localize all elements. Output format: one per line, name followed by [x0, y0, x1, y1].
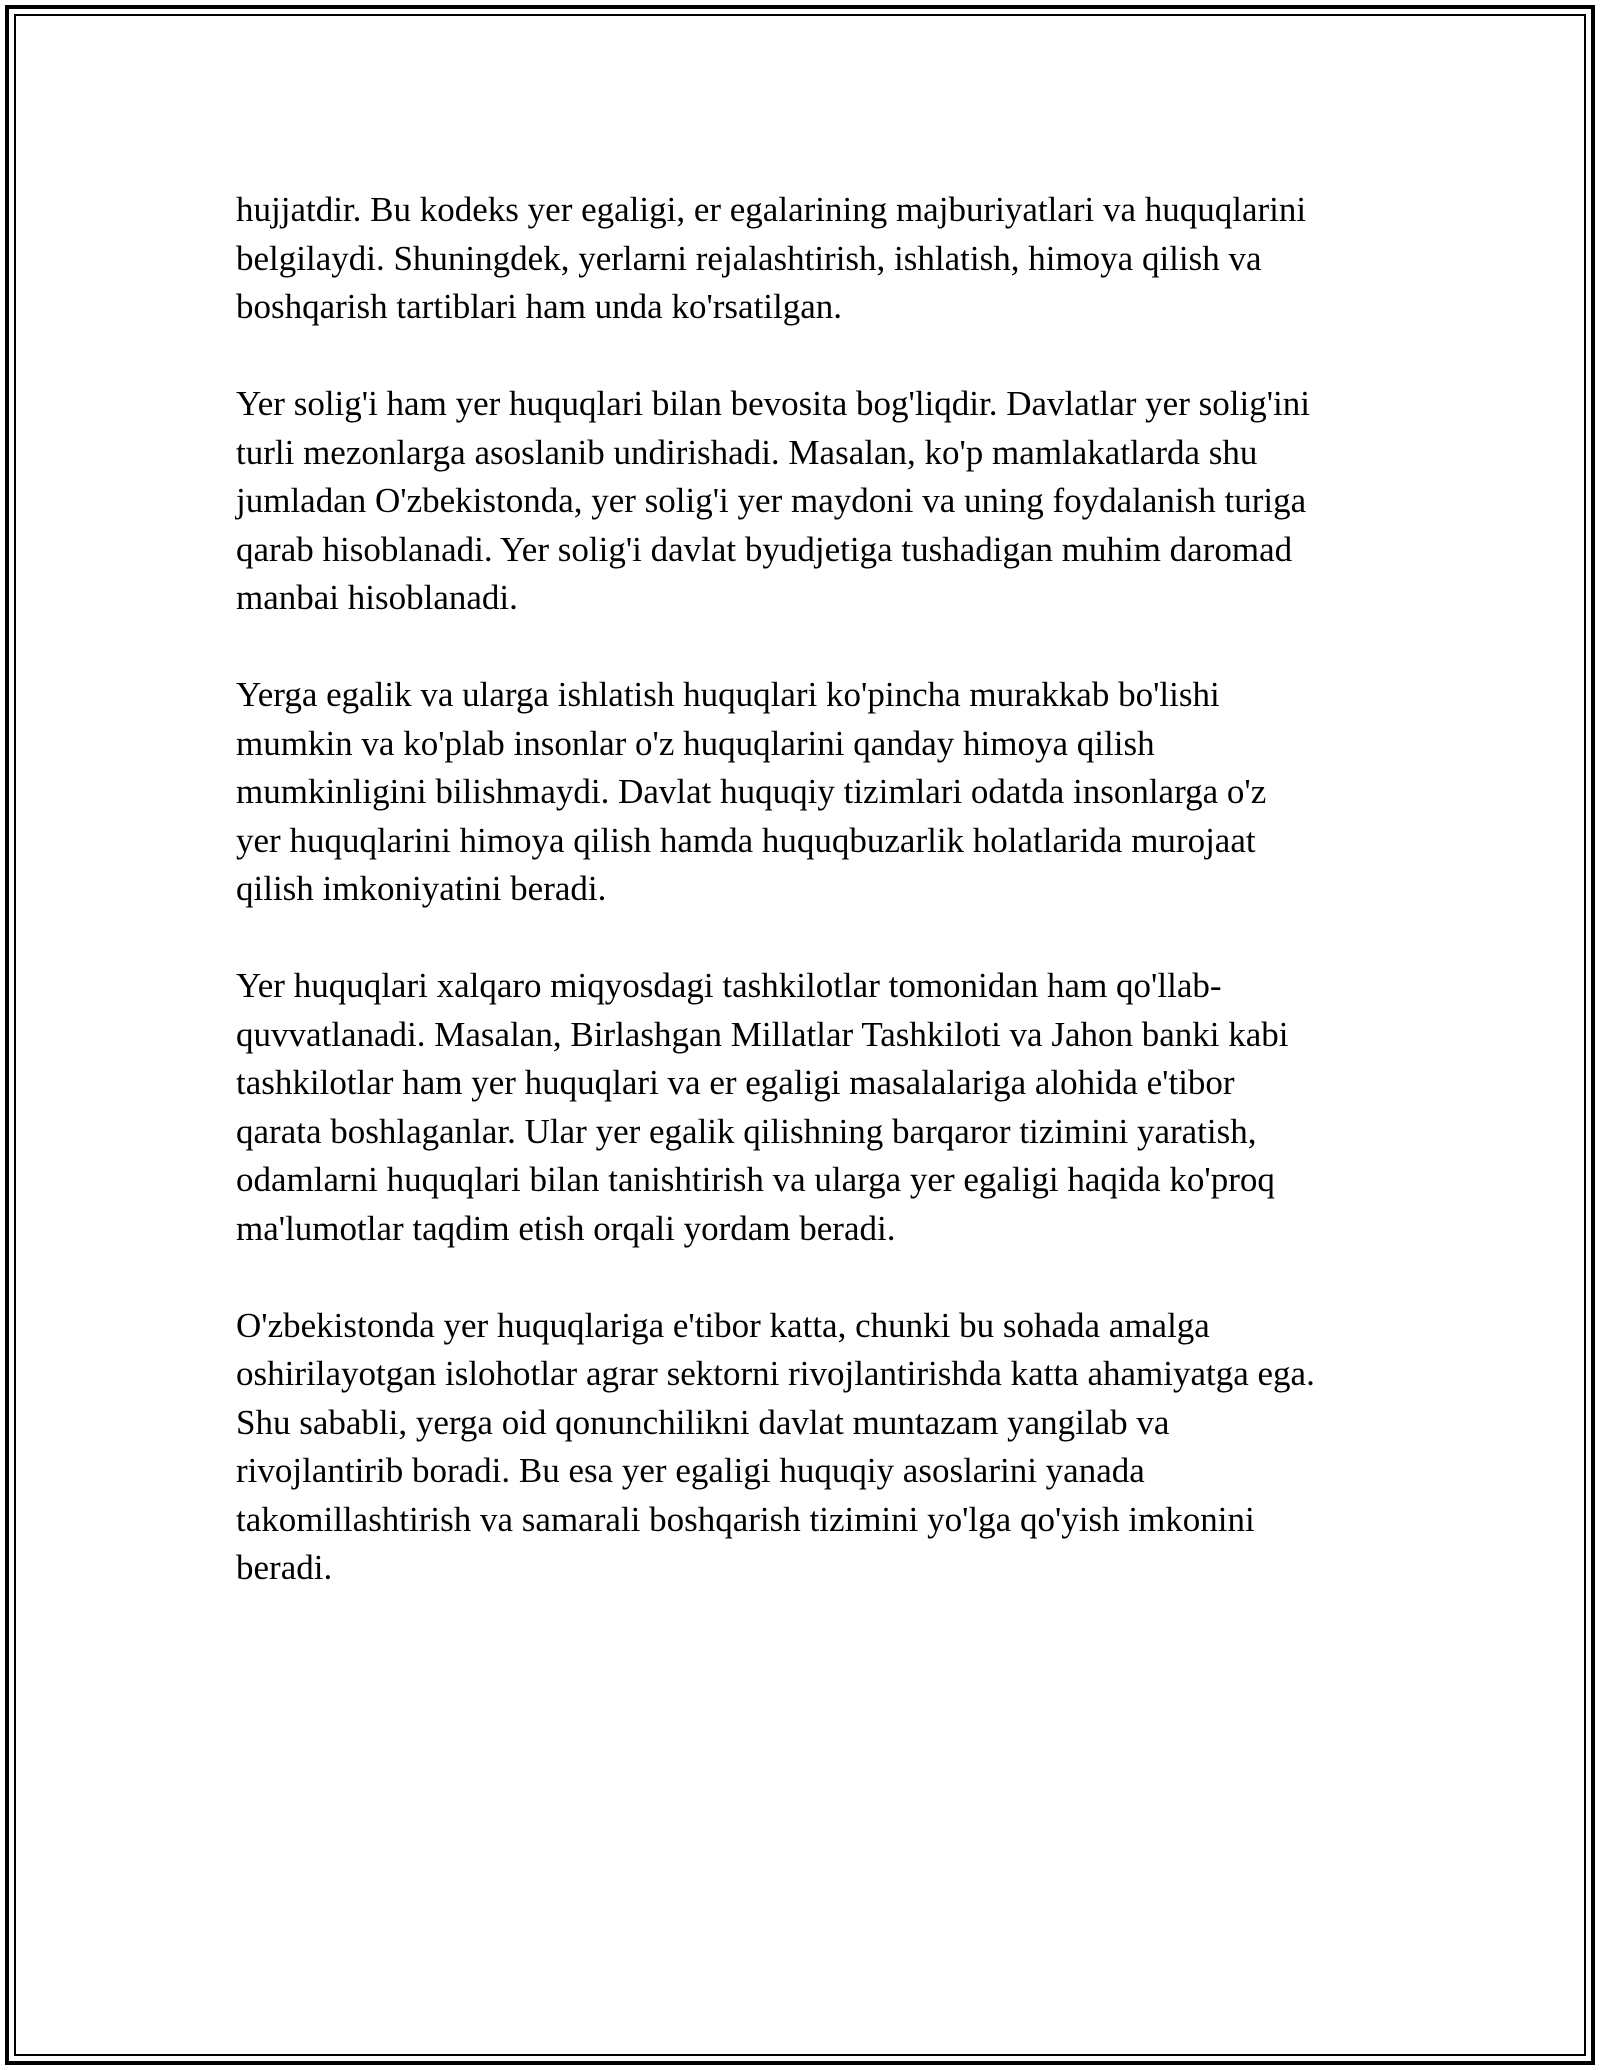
paragraph-2: Yer solig'i ham yer huquqlari bilan bevosita bog'liqdir. Davlatlar yer solig'ini turli mezonlarga asoslanib undirishadi. Masalan, ko'p mamlakatlarda shu jumladan O'zbekistonda, yer solig'i yer maydoni va uning foydalanish turiga qarab hisoblanadi. Yer solig'i davlat byudjetiga tushadigan muhim daromad manbai hisoblanadi.	[236, 384, 1310, 617]
paragraph-5: O'zbekistonda yer huquqlariga e'tibor katta, chunki bu sohada amalga oshirilayotgan islohotlar agrar sektorni rivojlantirishda katta ahamiyatga ega. Shu sababli, yerga oid qonunchilikni davlat muntazam yangilab va rivojlantirib boradi. Bu esa yer egaligi huquqiy asoslarini yanada takomillashtirish va samarali boshqarish tizimini yo'lga qo'yish imkonini beradi.	[236, 1305, 1315, 1587]
paragraph-3: Yerga egalik va ularga ishlatish huquqlari ko'pincha murakkab bo'lishi mumkin va ko'plab insonlar o'z huquqlarini qanday himoya qilish mumkinligini bilishmaydi. Davlat huquqiy tizimlari odatda insonlarga o'z yer huquqlarini himoya qilish hamda huquqbuzarlik holatlarida murojaat qilish imkoniyatini beradi.	[236, 675, 1267, 908]
paragraph-4: Yer huquqlari xalqaro miqyosdagi tashkilotlar tomonidan ham qo'llab- quvvatlanadi. Masalan, Birlashgan Millatlar Tashkiloti va Jahon banki kabi tashkilotlar ham yer huquqlari va er egaligi masalalariga alohida e'tibor qarata boshlaganlar. Ular yer egalik qilishning barqaror tizimini yaratish, odamlarni huquqlari bilan tanishtirish va ularga yer egaligi haqida ko'proq ma'lumotlar taqdim etish orqali yordam beradi.	[236, 966, 1289, 1248]
paragraph-1: hujjatdir. Bu kodeks yer egaligi, er egalarining majburiyatlari va huquqlarini belgilaydi. Shuningdek, yerlarni rejalashtirish, ishlatish, himoya qilish va boshqarish tartiblari ham unda ko'rsatilgan.	[236, 190, 1307, 326]
document-body	[236, 186, 1386, 1641]
